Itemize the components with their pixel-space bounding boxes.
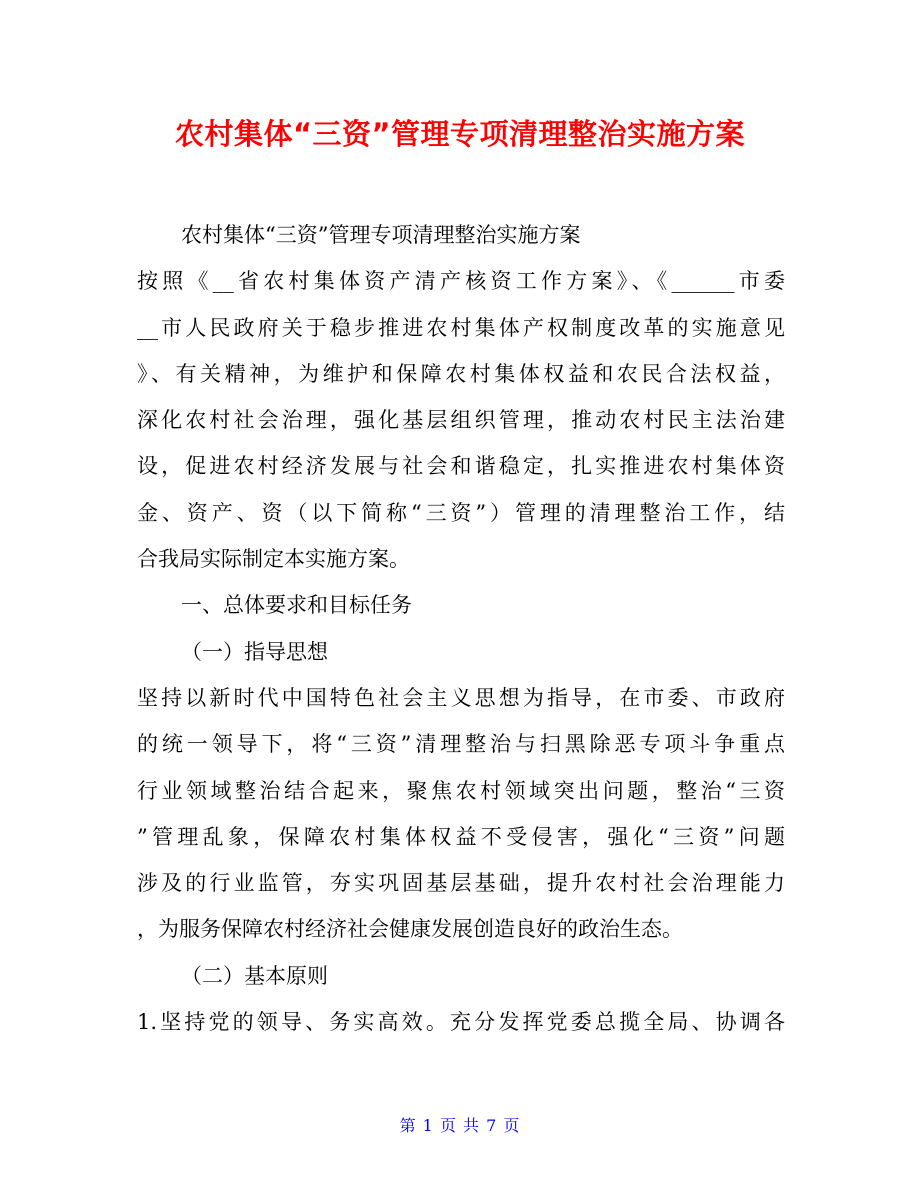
- paragraph-line: 行业领域整治结合起来，聚焦农村领域突出问题，整治“三资: [137, 778, 785, 803]
- paragraph-line: 深化农村社会治理，强化基层组织管理，推动农村民主法治建: [137, 408, 785, 433]
- section-heading: 一、总体要求和目标任务: [181, 593, 412, 618]
- paragraph-line: 农村集体“三资”管理专项清理整治实施方案: [181, 223, 581, 247]
- paragraph-line: 按照《__省农村集体资产清产核资工作方案》、《______市委: [137, 269, 785, 294]
- paragraph-line: 的统一领导下，将“三资”清理整治与扫黑除恶专项斗争重点: [137, 732, 785, 757]
- paragraph-line: 1.坚持党的领导、务实高效。充分发挥党委总揽全局、协调各: [137, 1010, 785, 1035]
- paragraph-line: 合我局实际制定本实施方案。: [137, 547, 410, 572]
- paragraph-line: ，为服务保障农村经济社会健康发展创造良好的政治生态。: [137, 917, 683, 942]
- subsection-heading: （二）基本原则: [181, 963, 328, 988]
- paragraph-line: 涉及的行业监管，夯实巩固基层基础，提升农村社会治理能力: [137, 871, 785, 896]
- subsection-heading: （一）指导思想: [181, 639, 328, 664]
- paragraph-line: __市人民政府关于稳步推进农村集体产权制度改革的实施意见: [137, 315, 785, 340]
- document-title: 农村集体“三资”管理专项清理整治实施方案: [174, 117, 746, 151]
- paragraph-line: 坚持以新时代中国特色社会主义思想为指导，在市委、市政府: [137, 685, 785, 710]
- paragraph-line: 》、有关精神，为维护和保障农村集体权益和农民合法权益，: [137, 361, 785, 386]
- page-footer: 第 1 页 共 7 页: [399, 1116, 521, 1135]
- paragraph-line: 设，促进农村经济发展与社会和谐稳定，扎实推进农村集体资: [137, 454, 785, 479]
- paragraph-line: ”管理乱象，保障农村集体权益不受侵害，强化“三资”问题: [137, 824, 785, 849]
- paragraph-line: 金、资产、资（以下简称“三资”）管理的清理整治工作，结: [137, 500, 785, 525]
- document-body: [137, 212, 785, 1045]
